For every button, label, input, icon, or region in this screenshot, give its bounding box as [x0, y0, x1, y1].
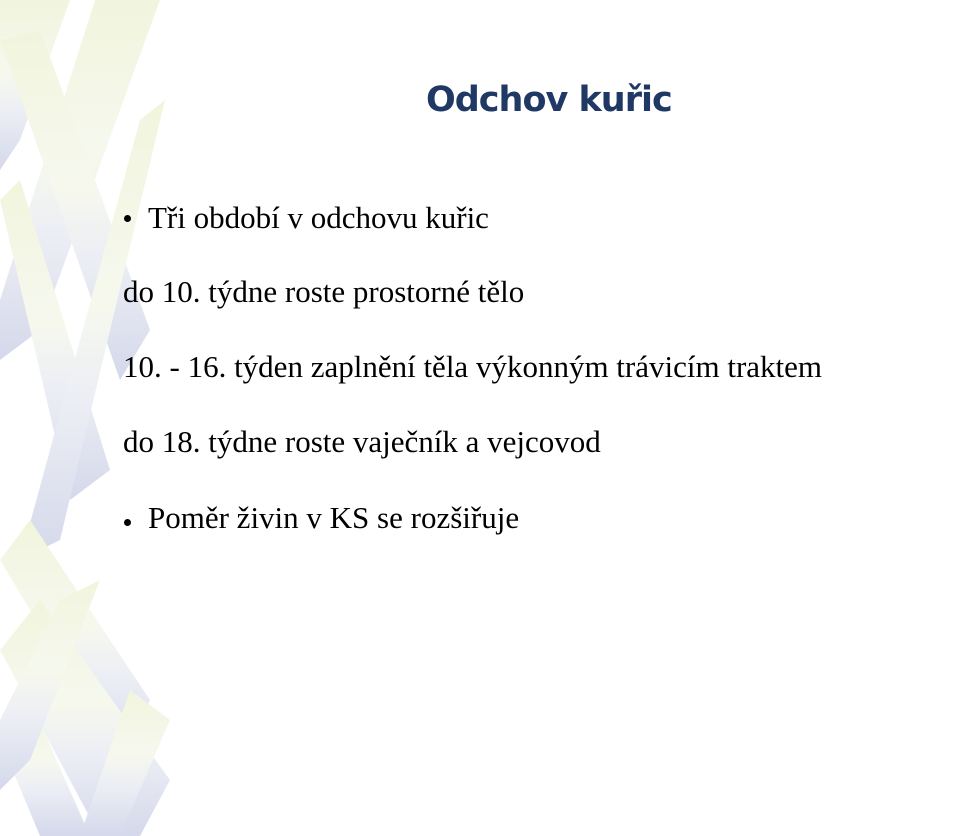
slide-title: Odchov kuřic	[426, 80, 672, 120]
bullet-item-periods: Tři období v odchovu kuřic	[148, 200, 489, 235]
text-line-week-10: do 10. týdne roste prostorné tělo	[123, 274, 525, 309]
text-line-week-10-16: 10. - 16. týden zaplnění těla výkonným trávicím traktem	[123, 349, 823, 384]
bullet-item-nutrients: Poměr živin v KS se rozšiřuje	[148, 500, 520, 535]
bullet-icon	[124, 519, 131, 526]
bullet-icon	[124, 215, 131, 222]
text-line-week-18: do 18. týdne roste vaječník a vejcovod	[123, 424, 601, 459]
